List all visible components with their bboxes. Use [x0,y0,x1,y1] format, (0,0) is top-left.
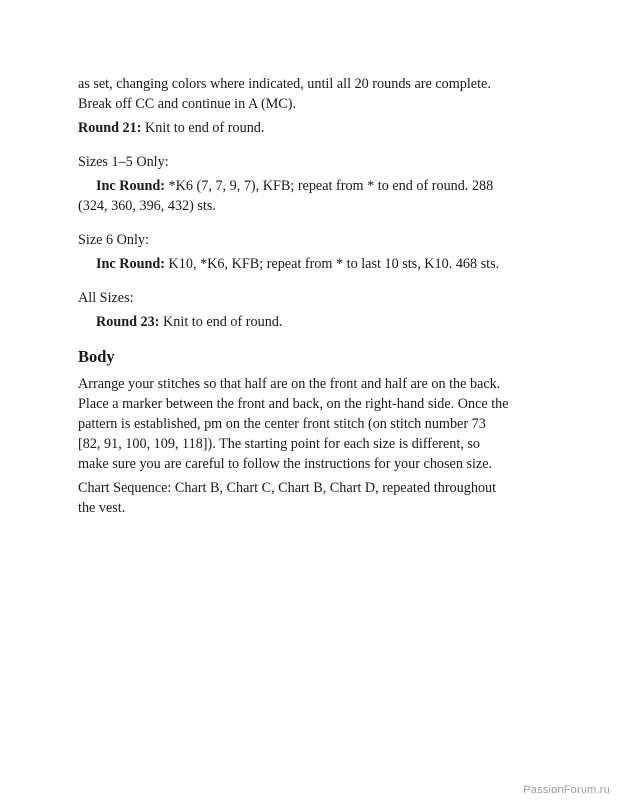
sizes-1-5-heading: Sizes 1–5 Only: [78,154,169,170]
body-para-line-2: Place a marker between the front and back, on the right-hand side. Once the [78,396,509,412]
site-watermark: PassionForum.ru [523,784,610,796]
document-page [78,74,548,518]
round-21-label: Round 21: [78,120,142,136]
round-23-instruction [78,312,548,332]
intro-line-2: Break off CC and continue in A (MC). [78,96,297,112]
round-23-label: Round 23: [96,314,160,330]
size-6-inc-text: K10, *K6, KFB; repeat from * to last 10 sts, K10. 468 sts. [165,256,500,272]
size-6-heading: Size 6 Only: [78,232,149,248]
round-23-text: Knit to end of round. [159,314,283,330]
round-21-instruction [78,118,548,138]
chart-sequence-line-1: Chart Sequence: Chart B, Chart C, Chart B, Chart D, repeated throughout [78,480,497,496]
round-21-text: Knit to end of round. [141,120,265,136]
sizes-1-5-inc-label: Inc Round: [96,178,165,194]
intro-line-1: as set, changing colors where indicated, until all 20 rounds are complete. [78,76,491,92]
size-6-inc-label: Inc Round: [96,256,165,272]
chart-sequence-line-2: the vest. [78,500,126,516]
sizes-1-5-inc-text-1: *K6 (7, 7, 9, 7), KFB; repeat from * to end of round. 288 [165,178,494,194]
body-para-line-1: Arrange your stitches so that half are on the front and half are on the back. [78,376,501,392]
body-section-title: Body [78,347,115,366]
size-6-inc-round [78,254,548,274]
sizes-1-5-inc-round [78,176,548,196]
sizes-1-5-inc-text-2: (324, 360, 396, 432) sts. [78,198,216,214]
all-sizes-heading: All Sizes: [78,290,134,306]
body-para-line-5: make sure you are careful to follow the instructions for your chosen size. [78,456,493,472]
body-para-line-4: [82, 91, 100, 109, 118]). The starting point for each size is different, so [78,436,481,452]
body-para-line-3: pattern is established, pm on the center front stitch (on stitch number 73 [78,416,486,432]
